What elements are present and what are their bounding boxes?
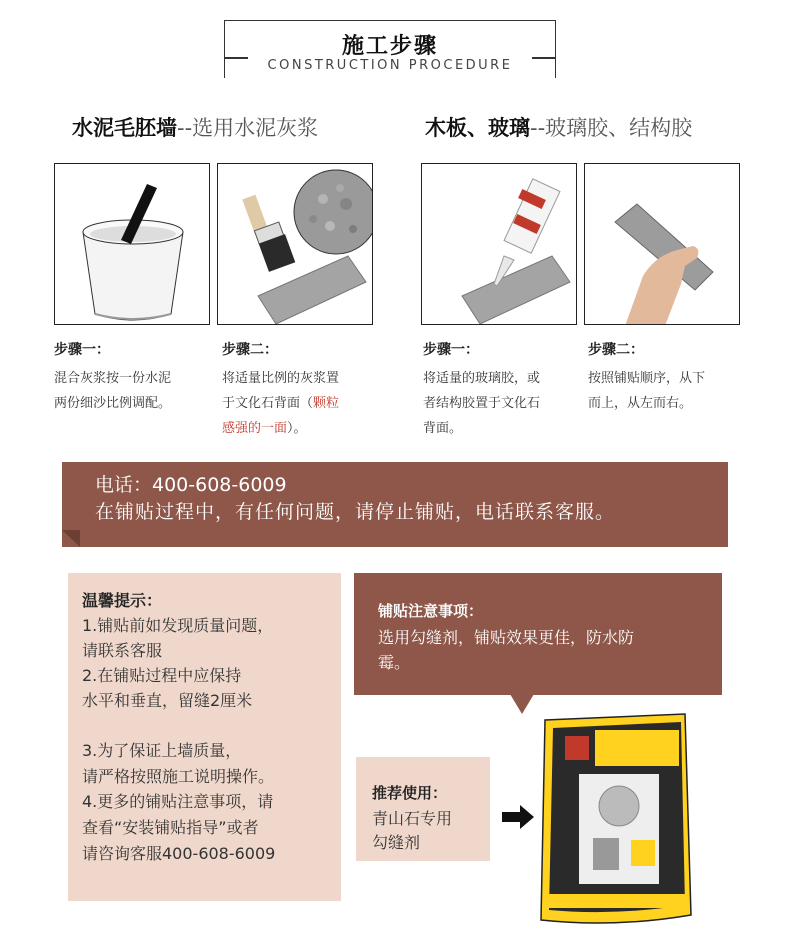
step-desc-2: 将适量比例的灰浆置 于文化石背面（颗粒 感强的一面）。: [222, 371, 340, 436]
recommend-line: 勾缝剂: [372, 833, 421, 852]
arrow-right-icon: [502, 805, 534, 829]
notice-title: 铺贴注意事项：: [378, 602, 484, 620]
photo-mixing-bucket: [54, 163, 210, 325]
step-title-2: 步骤二：: [222, 342, 278, 358]
grout-bag-icon: [535, 710, 695, 935]
photo-glue-tube: [421, 163, 577, 325]
tips-line: 水平和垂直，留缝2厘米: [82, 691, 253, 710]
banner-phone: 电话：400-608-6009: [95, 474, 287, 496]
banner-fold: [62, 530, 80, 547]
recommend-line: 青山石专用: [372, 809, 453, 828]
step-title-4: 步骤二：: [588, 342, 644, 358]
step-desc-4: 按照铺贴顺序，从下 而上，从左而右。: [588, 371, 706, 411]
tips-line: 请咨询客服400-608-6009: [82, 844, 276, 863]
section-heading-cement: 水泥毛胚墙--选用水泥灰浆: [72, 116, 319, 140]
banner-text: 在铺贴过程中，有任何问题，请停止铺贴，电话联系客服。: [95, 501, 616, 523]
page-subtitle: CONSTRUCTION PROCEDURE: [267, 58, 513, 73]
tips-line: 请严格按照施工说明操作。: [82, 767, 275, 786]
tips-line: 3.为了保证上墙质量，: [82, 741, 242, 760]
step-title-3: 步骤一：: [423, 342, 479, 358]
step-title-1: 步骤一：: [54, 342, 110, 358]
tips-line: 查看“安装铺贴指导”或者: [82, 818, 259, 837]
step-desc-3: 将适量的玻璃胶，或 者结构胶置于文化石 背面。: [423, 371, 541, 436]
notice-line: 霉。: [378, 653, 411, 672]
tips-line: 4.更多的铺贴注意事项，请: [82, 792, 274, 811]
page-title: 施工步骤: [341, 34, 438, 59]
section-heading-wood-glass: 木板、玻璃--玻璃胶、结构胶: [425, 116, 693, 140]
photo-brush-stone: [217, 163, 373, 325]
tips-line: 请联系客服: [82, 641, 163, 660]
tips-line: 2.在铺贴过程中应保持: [82, 666, 242, 685]
recommend-title: 推荐使用：: [372, 784, 448, 802]
notice-pointer: [510, 694, 534, 714]
notice-line: 选用勾缝剂，铺贴效果更佳，防水防: [378, 628, 635, 647]
tips-line: 1.铺贴前如发现质量问题，: [82, 616, 274, 635]
photo-hand-stone: [584, 163, 740, 325]
tips-title: 温馨提示：: [82, 591, 163, 610]
step-desc-1: 混合灰浆按一份水泥 两份细沙比例调配。: [54, 371, 172, 411]
